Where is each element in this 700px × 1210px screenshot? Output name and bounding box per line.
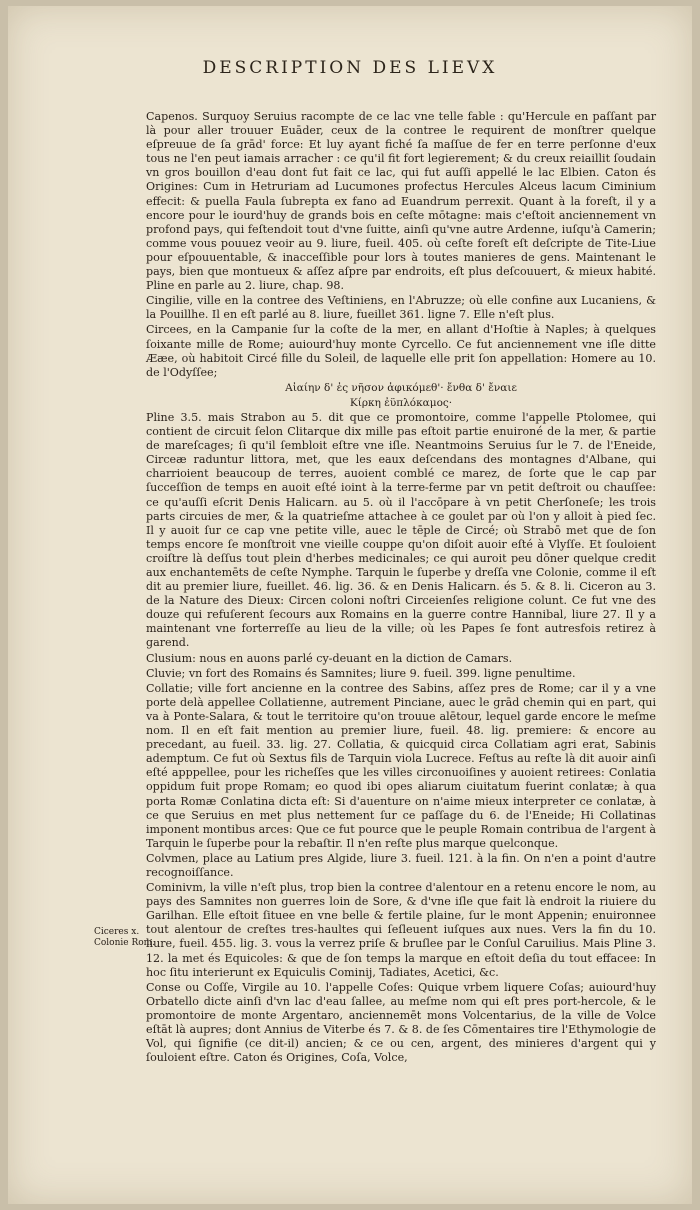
entry-cluvie: Cluvie; vn fort des Romains és Samnites; liure 9. fueil. 399. ligne penultime. [146,666,576,680]
entry-clusium: Clusium: nous en auons parlé cy-deuant en la diction de Camars. [146,651,513,665]
body-text [146,110,656,1066]
book-page [8,6,692,1204]
running-head: DESCRIPTION DES LIEVX [202,58,498,78]
margin-note-line: Colonie Rom. [94,938,156,948]
margin-note-line: Ciceres x. [94,927,140,937]
entry-columen: Colvmen, place au Latium pres Algide, liure 3. fueil. 121. à la fin. On n'en a point d'autre recognoiſſance. [146,851,656,879]
entry-conse: Conse ou Coſſe, Virgile au 10. l'appelle Coſes: Quique vrbem liquere Coſas; auiourd'huy Orbatello dicte ainſi d'vn lac d'eau ſallee, au meſme nom qui eſt pres port-hercole, & le promontoire de monte Argentaro, anciennemēt mons Volcentarius, de la ville de Volce eſtāt là aupres; dont Annius de Viterbe és 7. & 8. de ſes Cōmentaires tire l'Ethymologie de Vol, qui ſignifie (ce dit-il) ancien; & ce ou cen, argent, des minieres d'argent qui y ſouloient eſtre. Caton és Origines, Coſa, Volce, [146,980,656,1065]
entry-cominium: Cominivm, la ville n'eſt plus, trop bien la contree d'alentour en a retenu encore le nom, au pays des Samnites non guerres loin de Sore, & d'vne iſle que fait là endroit la riuiere du Garilhan. Elle eſtoit ſituee en vne belle & fertile plaine, ſur le mont Appenin; enuironnee tout alentour de creſtes tres-haultes qui ſeſleuent iuſques aux nues. Vers la fin du 10. liure, fueil. 455. lig. 3. vous la verrez priſe & bruſlee par le Conſul Caruilius. Mais Pline 3. 12. la met és Equicoles: & que de ſon temps la marque en eſtoit deſia du tout effacee: In hoc ſitu interierunt ex Equiculis Cominij, Tadiates, Acetici, &c. [146,881,656,979]
entry-circees: Circees, en la Campanie ſur la coſte de la mer, en allant d'Hoſtie à Naples; à quelques ſoixante mille de Rome; auiourd'huy monte Cyrcello. Ce fut anciennement vne iſle ditte Ææe, où habitoit Circé fille du Soleil, de laquelle elle prit ſon appellation: Homere au 10. de l'Odyſſee; [146,323,656,379]
greek-quote-line: Αἰαίην δ' ἐς νῆσον ἀφικόμεθ'· ἔνθα δ' ἔναιε [285,381,517,394]
entry-collatie: Collatie; ville fort ancienne en la contree des Sabins, aſſez pres de Rome; car il y a vne porte delà appellee Collatienne, autrement Pinciane, auec le grād chemin qui en part, qui va à Ponte-Salara, & tout le territoire qu'on trouue alētour, lequel garde encore le meſme nom. Il en eſt fait mention au premier liure, fueil. 48. lig. premiere: & encore au precedant, au fueil. 33. lig. 27. Collatia, & quicquid circa Collatiam agri erat, Sabinis ademptum. Ce fut où Sextus fils de Tarquin viola Lucrece. Feſtus au reſte là dit auoir ainſi eſté apppellee, pour les richeſſes que les villes circonuoiſines y auoient retirees: Conlatia oppidum fuit prope Romam; eo quod ibi opes aliarum ciuitatum fuerint conlatæ; à qua porta Romæ Conlatina dicta eſt: Si d'auenture on n'aime mieux interpreter ce conlatæ, à ce que Seruius en met plus nettement ſur ce paſſage du 6. de l'Eneide; Hi Collatinas imponent montibus arces: Que ce fut pource que le peuple Romain contribua de l'argent à Tarquin le ſuperbe pour la rebaſtir. Il n'en reſte plus marque quelconque. [146,681,656,850]
entry-cingilie: Cingilie, ville en la contree des Veſtiniens, en l'Abruzze; où elle confine aux Lucaniens, & la Pouillhe. Il en eſt parlé au 8. liure, fueillet 361. ligne 7. Elle n'eſt plus. [146,294,656,322]
greek-quote-line: Κίρκη ἐϋπλόκαμος· [349,396,453,409]
entry-capenos: Capenos. Surquoy Seruius racompte de ce lac vne telle fable : qu'Hercule en paſſant par là pour aller trouuer Euāder, ceux de la contree le requirent de monſtrer quelque eſpreuue de ſa grād' force: Et luy ayant fiché ſa maſſue de fer en terre perſonne d'eux tous ne l'en peut iamais arracher : ce qu'il fit fort legierement; & du creux reiaillit ſoudain vn gros bouillon d'eau dont fut fait ce lac, qui fut auſſi appellé le lac Elbien. Caton és Origines: Cum in Hetruriam ad Lucumones profectus Hercules Alceus lacum Ciminium effecit: & puella Faula ſubrepta ex fano ad Euandrum perrexit. Quant à la foreſt, il y a encore pour le iourd'huy de grands bois en ceſte mōtagne: mais c'eſtoit anciennement vn profond pays, qui feſtendoit tout d'vne ſuitte, ainſi qu'vne autre Ardenne, iuſqu'à Camerin; comme vous pouuez veoir au 9. liure, fueil. 405. où ceſte foreſt eſt deſcripte de Tite-Liue pour eſpouuentable, & inacceſſible pour lors à toutes manieres de gens. Maintenant le pays, bien que montueux & aſſez aſpre par endroits, eſt plus deſcouuert, & mieux habité. Pline en parle au 2. liure, chap. 98. [146,110,656,293]
margin-note [94,927,156,949]
entry-circees-continued: Pline 3.5. mais Strabon au 5. dit que ce promontoire, comme l'appelle Ptolomee, qui contient de circuit ſelon Clitarque dix mille pas eſtoit partie enuironé de la mer, & partie de mareſcages; ſi qu'il ſembloit eſtre vne iſle. Neantmoins Seruius ſur le 7. de l'Eneide, Circeæ raduntur littora, met, que les eaux deſcendans des montagnes d'Albane, qui charrioient beaucoup de terres, auoient comblé ce marez, de ſorte que le cap par ſucceſſion de temps en auoit eſté ioint à la terre-ferme par vn petit deſtroit ou chauſſee: ce qu'auſſi eſcrit Denis Halicarn. au 5. où il l'accōpare à vn petit Cherſoneſe; les trois parts circuies de mer, & la quatrieſme attachee à ce goulet par où l'on y alloit à pied ſec. Il y auoit ſur ce cap vne petite ville, auec le tēple de Circé; où Strabō met que de ſon temps encore ſe monſtroit vne vieille couppe qu'on diſoit auoir eſté à Vlyſſe. Et ſouloient croiſtre là deſſus tout plein d'herbes medicinales; ce qui auroit peu dōner quelque credit aux enchantemēts de ceſte Nymphe. Tarquin le ſuperbe y dreſſa vne Colonie, comme il eſt dit au premier liure, fueillet. 46. lig. 36. & en Denis Halicarn. és 5. & 8. li. Ciceron au 3. de la Nature des Dieux: Circen coloni noſtri Circeienſes religione colunt. Ce fut vne des douze qui refuſerent ſecours aux Romains en la guerre contre Hannibal, liure 27. Il y a maintenant vne forterreſſe au lieu de la ville; où les Papes ſe font autresfois retirez à garend. [146,410,656,650]
